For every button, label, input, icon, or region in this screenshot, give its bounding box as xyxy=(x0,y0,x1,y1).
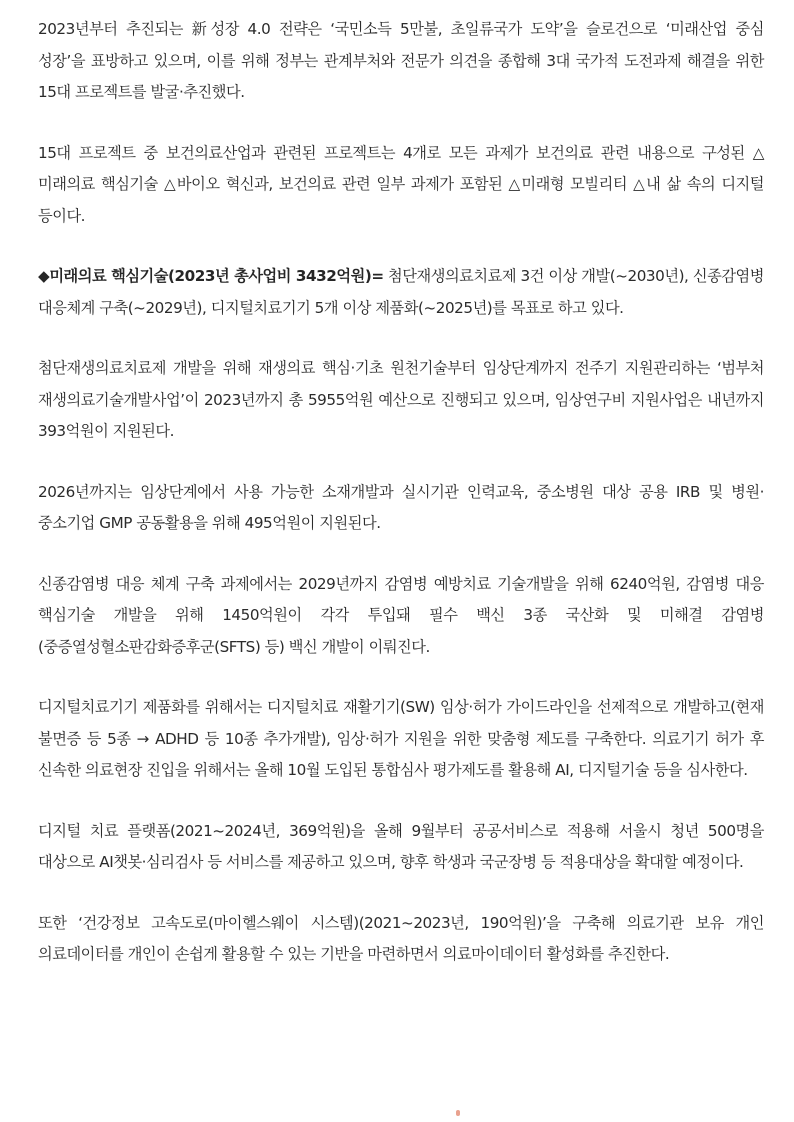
paragraph-text: 또한 ‘건강정보 고속도로(마이헬스웨이 시스템)(2021~2023년, 190억원)’을 구축해 의료기관 보유 개인 의료데이터를 개인이 손쉽게 활용할 수 있는 기반을 마련하면서 의료마이데이터 활성화를 추진한다. xyxy=(38,913,764,963)
paragraph-text: 첨단재생의료치료제 3건 이상 개발(~2030년), 신종감염병 대응체계 구축(~2029년), 디지털치료기기 5개 이상 제품화(~2025년)를 목표로 하고 있다. xyxy=(38,267,764,317)
scan-mark xyxy=(456,1110,460,1116)
paragraph-healthcare-projects xyxy=(38,138,764,233)
paragraph-infectious-disease xyxy=(38,569,764,664)
paragraph-text: 2023년부터 추진되는 新성장 4.0 전략은 ‘국민소득 5만불, 초일류국가 도약’을 슬로건으로 ‘미래산업 중심 성장’을 표방하고 있으며, 이를 위해 정부는 관계부처와 전문가 의견을 종합해 3대 국가적 도전과제 해결을 위한 15대 프로젝트를 발굴·추진했다. xyxy=(38,20,764,101)
paragraph-text: 첨단재생의료치료제 개발을 위해 재생의료 핵심·기초 원천기술부터 임상단계까지 전주기 지원관리하는 ‘범부처 재생의료기술개발사업’이 2023년까지 총 5955억원 예산으로 진행되고 있으며, 임상연구비 지원사업은 내년까지 393억원이 지원된다. xyxy=(38,359,764,440)
paragraph-digital-therapeutics xyxy=(38,692,764,787)
paragraph-text: 디지털 치료 플랫폼(2021~2024년, 369억원)을 올해 9월부터 공공서비스로 적용해 서울시 청년 500명을 대상으로 AI챗봇·심리검사 등 서비스를 제공하고 있으며, 향후 학생과 국군장병 등 적용대상을 확대할 예정이다. xyxy=(38,821,764,871)
paragraph-text: 디지털치료기기 제품화를 위해서는 디지털치료 재활기기(SW) 임상·허가 가이드라인을 선제적으로 개발하고(현재 불면증 등 5종 → ADHD 등 10종 추가개발), 임상·허가 지원을 위한 맞춤형 제도를 구축한다. 의료기기 허가 후 신속한 의료현장 진입을 위해서는 올해 10월 도입된 통합심사 평가제도를 활용해 AI, 디지털기술 등을 심사한다. xyxy=(38,698,764,779)
paragraph-text: 신종감염병 대응 체계 구축 과제에서는 2029년까지 감염병 예방치료 기술개발을 위해 6240억원, 감염병 대응 핵심기술 개발을 위해 1450억원이 각각 투입돼 필수 백신 3종 국산화 및 미해결 감염병(중증열성혈소판감화증후군(SFTS) 등) 백신 개발이 이뤄진다. xyxy=(38,574,764,656)
paragraph-health-info-highway xyxy=(38,908,764,971)
paragraph-2026-support xyxy=(38,477,764,540)
section-heading: ◆미래의료 핵심기술(2023년 총사업비 3432억원)= xyxy=(38,267,384,285)
paragraph-new-growth-strategy xyxy=(38,14,764,109)
paragraph-regenerative-medicine xyxy=(38,353,764,448)
paragraph-future-medical-tech xyxy=(38,261,764,324)
paragraph-text: 15대 프로젝트 중 보건의료산업과 관련된 프로젝트는 4개로 모든 과제가 보건의료 관련 내용으로 구성된 △미래의료 핵심기술 △바이오 혁신과, 보건의료 관련 일부 과제가 포함된 △미래형 모빌리티 △내 삶 속의 디지털 등이다. xyxy=(38,143,764,225)
paragraph-text: 2026년까지는 임상단계에서 사용 가능한 소재개발과 실시기관 인력교육, 중소병원 대상 공용 IRB 및 병원·중소기업 GMP 공동활용을 위해 495억원이 지원된다. xyxy=(38,482,764,532)
paragraph-digital-platform xyxy=(38,816,764,879)
